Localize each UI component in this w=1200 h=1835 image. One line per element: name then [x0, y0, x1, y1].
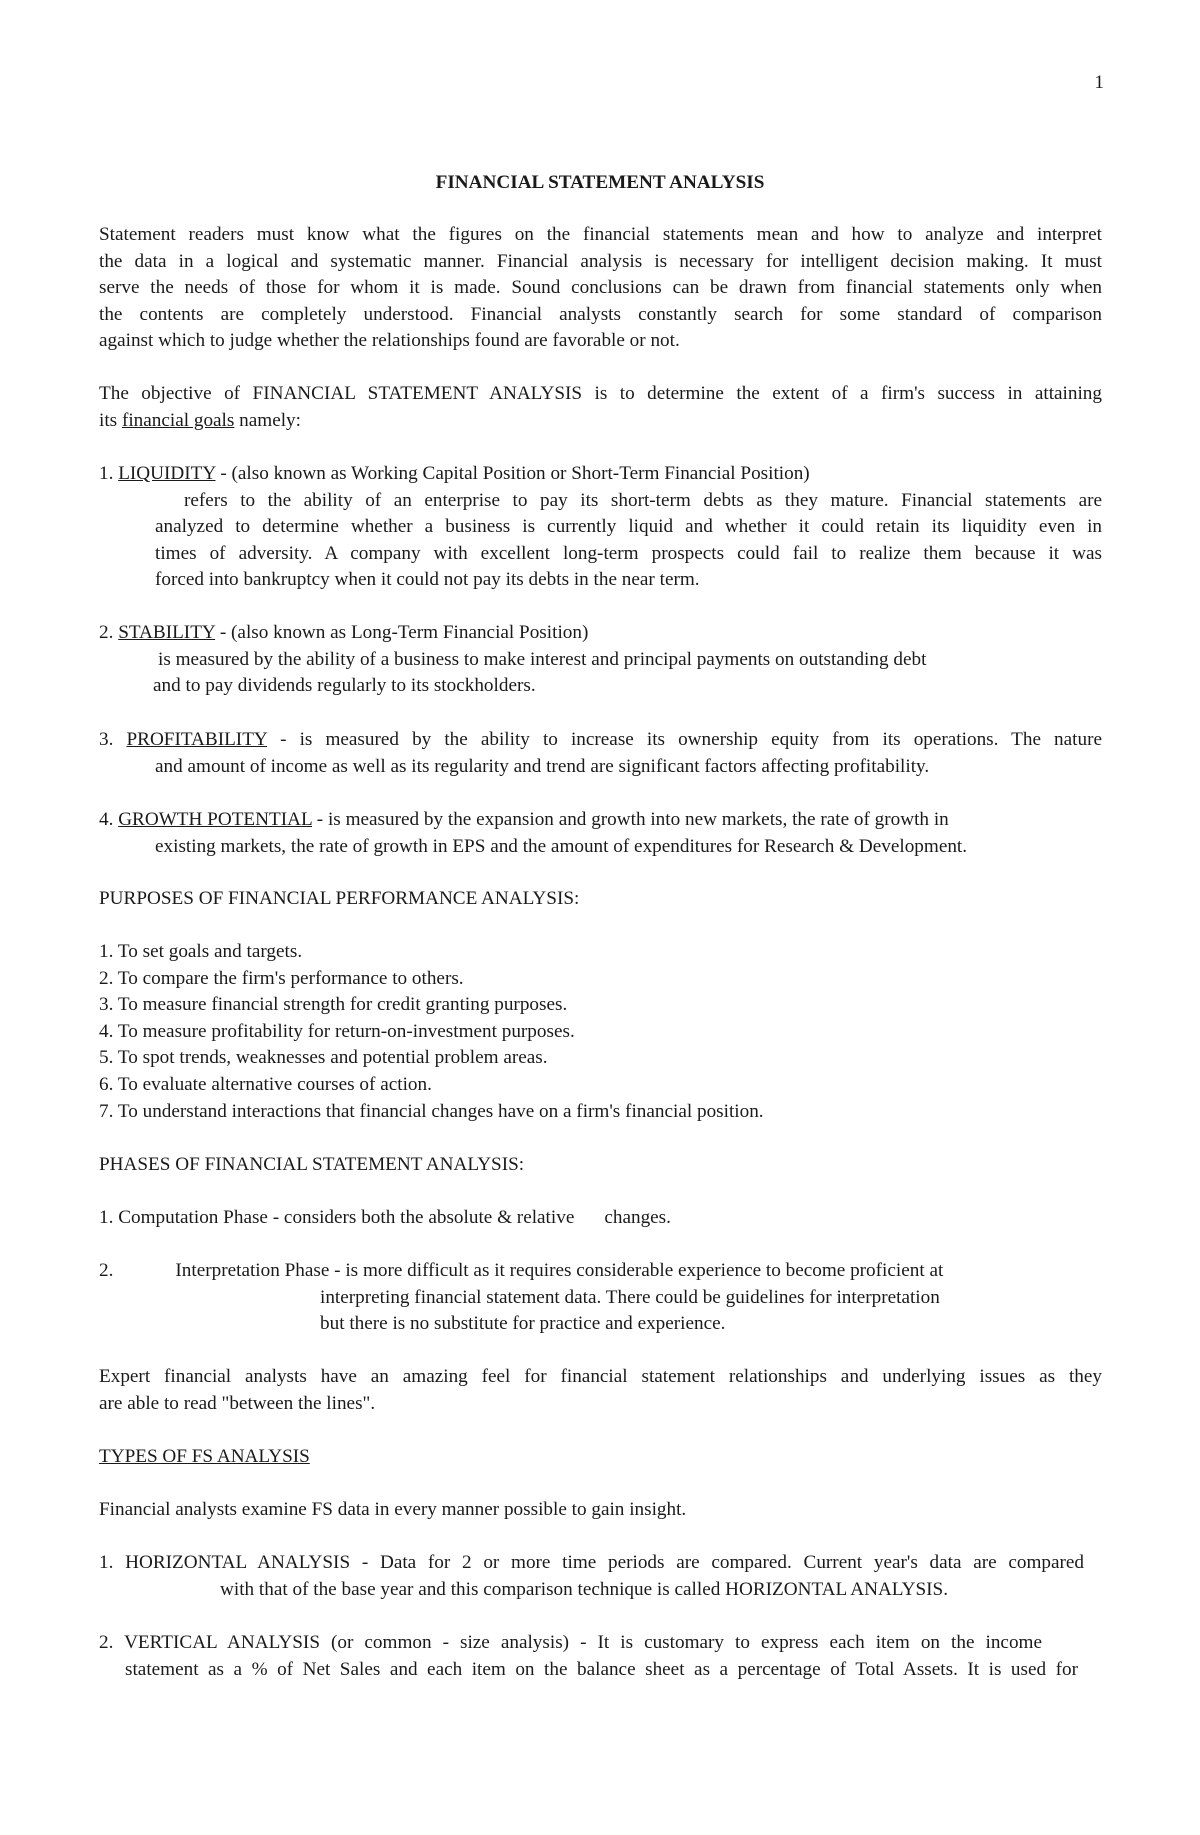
- intro-line: the contents are completely understood. Financial analysts constantly search for some standard of comparison: [99, 303, 1102, 325]
- goal-line: is measured by the ability of a business to make interest and principal payments on outstanding debt: [158, 648, 927, 670]
- goal-heading: 4. GROWTH POTENTIAL - is measured by the expansion and growth into new markets, the rate of growth in: [99, 809, 949, 830]
- goal-heading: 2. STABILITY - (also known as Long-Term Financial Position): [99, 622, 589, 643]
- intro-line: serve the needs of those for whom it is made. Sound conclusions can be drawn from financial statements only when: [99, 277, 1102, 299]
- goal-heading: 3. PROFITABILITY - is measured by the ability to increase its ownership equity from its operations. The nature: [99, 729, 1102, 750]
- types-heading: TYPES OF FS ANALYSIS: [99, 1446, 310, 1467]
- list-item: 6. To evaluate alternative courses of action.: [99, 1073, 432, 1095]
- phase-line: interpreting financial statement data. There could be guidelines for interpretation: [320, 1286, 940, 1308]
- horizontal-analysis: [99, 1550, 1102, 1603]
- goal-line: times of adversity. A company with excellent long-term prospects could fail to realize them because it was: [155, 542, 1102, 564]
- phase-interpretation: 2. Interpretation Phase - is more difficult as it requires considerable experience to become proficient at interpreting financial statement data. There could be guidelines for interpretation but there is no substitute for practice and experience.: [99, 1258, 1102, 1338]
- goal-line: existing markets, the rate of growth in EPS and the amount of expenditures for Research & Development.: [155, 835, 968, 857]
- goal-profitability: [99, 727, 1102, 780]
- vertical-line: 2. VERTICAL ANALYSIS (or common - size analysis) - It is customary to express each item on the income: [99, 1632, 1042, 1653]
- intro-paragraph: [99, 222, 1102, 355]
- page-title: FINANCIAL STATEMENT ANALYSIS: [435, 172, 765, 193]
- goal-term: LIQUIDITY: [118, 463, 216, 484]
- phases-heading: PHASES OF FINANCIAL STATEMENT ANALYSIS:: [99, 1154, 525, 1175]
- intro-line: the data in a logical and systematic manner. Financial analysis is necessary for intelligent decision making. It must: [99, 250, 1102, 272]
- list-item: 1. To set goals and targets.: [99, 941, 303, 962]
- purposes-heading: PURPOSES OF FINANCIAL PERFORMANCE ANALYSIS:: [99, 888, 580, 909]
- purposes-list: [99, 939, 1102, 1125]
- horizontal-line: 1. HORIZONTAL ANALYSIS - Data for 2 or more time periods are compared. Current year's data are compared: [99, 1552, 1084, 1573]
- objective-paragraph: [99, 381, 1102, 434]
- page-number: 1: [1094, 72, 1104, 93]
- goal-term: STABILITY: [118, 622, 216, 643]
- goal-liquidity: [99, 461, 1102, 594]
- phase-line: but there is no substitute for practice and experience.: [320, 1313, 726, 1335]
- list-item: 7. To understand interactions that financial changes have on a firm's financial position.: [99, 1100, 764, 1122]
- intro-line: against which to judge whether the relationships found are favorable or not.: [99, 330, 680, 352]
- goal-line: analyzed to determine whether a business is currently liquid and whether it could retain its liquidity even in: [155, 516, 1102, 538]
- types-intro: Financial analysts examine FS data in every manner possible to gain insight.: [99, 1499, 687, 1520]
- objective-line: The objective of FINANCIAL STATEMENT ANALYSIS is to determine the extent of a firm's success in attaining: [99, 383, 1102, 404]
- goal-stability: [99, 620, 1102, 700]
- expert-line: Expert financial analysts have an amazing feel for financial statement relationships and underlying issues as they: [99, 1366, 1102, 1387]
- goal-line: and amount of income as well as its regularity and trend are significant factors affecting profitability.: [155, 755, 930, 777]
- phase-computation: 1. Computation Phase - considers both the absolute & relative changes.: [99, 1207, 671, 1228]
- list-item: 2. To compare the firm's performance to others.: [99, 967, 464, 989]
- goal-term: PROFITABILITY: [126, 729, 268, 750]
- list-item: 3. To measure financial strength for credit granting purposes.: [99, 994, 568, 1016]
- intro-line: Statement readers must know what the figures on the financial statements mean and how to analyze and interpret: [99, 224, 1102, 245]
- list-item: 4. To measure profitability for return-on-investment purposes.: [99, 1020, 575, 1042]
- goal-heading: 1. LIQUIDITY - (also known as Working Capital Position or Short-Term Financial Position): [99, 463, 810, 484]
- goal-growth-potential: [99, 807, 1102, 860]
- goal-term: GROWTH POTENTIAL: [118, 809, 312, 830]
- vertical-line: statement as a % of Net Sales and each item on the balance sheet as a percentage of Total Assets. It is used for: [125, 1658, 1078, 1680]
- objective-line-2: its financial goals namely:: [99, 409, 301, 431]
- goal-line: and to pay dividends regularly to its stockholders.: [153, 675, 536, 697]
- vertical-analysis: [99, 1630, 1102, 1683]
- goal-line: forced into bankruptcy when it could not pay its debts in the near term.: [155, 569, 700, 591]
- expert-paragraph: [99, 1364, 1102, 1417]
- horizontal-line: with that of the base year and this comparison technique is called HORIZONTAL ANALYSIS.: [220, 1578, 948, 1600]
- goal-line: refers to the ability of an enterprise to pay its short-term debts as they mature. Financial statements are: [184, 489, 1102, 511]
- list-item: 5. To spot trends, weaknesses and potential problem areas.: [99, 1047, 548, 1069]
- financial-goals-term: financial goals: [121, 409, 235, 431]
- expert-line: are able to read "between the lines".: [99, 1392, 376, 1414]
